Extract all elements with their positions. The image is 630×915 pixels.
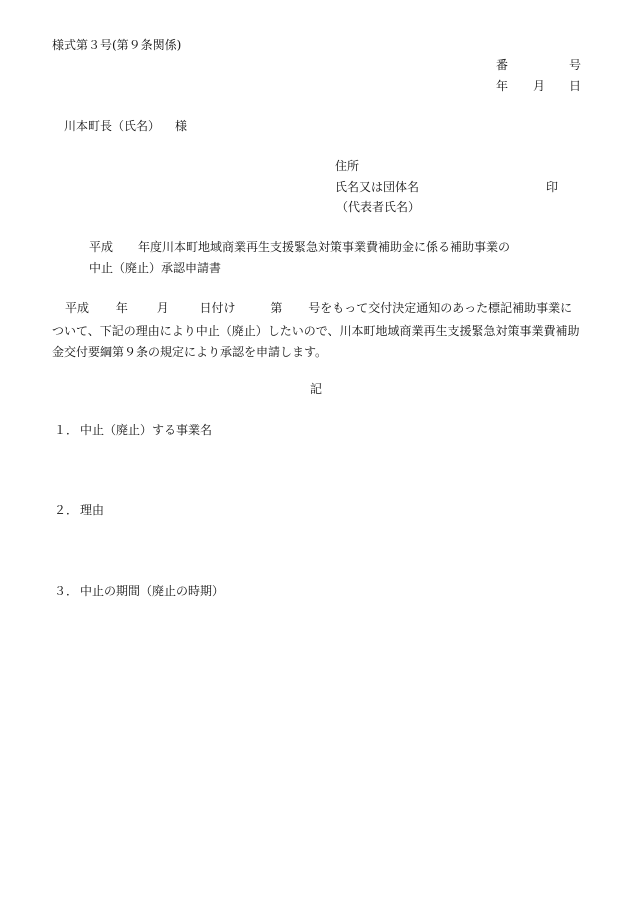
body-first-line (65, 300, 572, 316)
doc-date-month: 月 (533, 79, 546, 93)
doc-number-go: 号 (569, 58, 582, 72)
form-number: 様式第３号(第９条関係) (52, 38, 182, 52)
item-1-number: １． (54, 423, 79, 437)
item-3 (54, 583, 224, 599)
item-3-label: 中止の期間（廃止の時期） (80, 584, 225, 598)
body-month: 月 (156, 301, 169, 315)
item-1-label: 中止（廃止）する事業名 (80, 423, 213, 437)
title-line2: 中止（廃止）承認申請書 (89, 261, 222, 275)
body-rest-line1: 号をもって交付決定通知のあった標記補助事業に (308, 301, 573, 315)
body-dated: 日付け (199, 301, 236, 315)
applicant-name-label: 氏名又は団体名 (335, 180, 420, 194)
item-1 (54, 422, 212, 438)
body-era: 平成 (65, 301, 90, 315)
body-year: 年 (115, 301, 128, 315)
applicant-representative-label: （代表者氏名） (336, 200, 421, 214)
ki-label: 記 (310, 382, 323, 396)
body-continuation: ついて、下記の理由により中止（廃止）したいので、川本町地域商業再生支援緊急対策事業費補助金交付要綱第９条の規定により承認を申請します。 (52, 324, 580, 359)
body-dai: 第 (270, 301, 283, 315)
applicant-seal: 印 (546, 180, 559, 194)
addressee-name: 川本町長（氏名） (64, 119, 161, 133)
item-2-label: 理由 (80, 503, 105, 517)
doc-date-year: 年 (496, 79, 509, 93)
addressee-honorific: 様 (175, 119, 188, 133)
doc-date-day: 日 (569, 79, 582, 93)
title-era: 平成 (89, 240, 114, 254)
doc-number-ban: 番 (496, 58, 509, 72)
item-2-number: ２． (54, 503, 79, 517)
item-2 (54, 502, 104, 518)
item-3-number: ３． (54, 584, 79, 598)
applicant-address-label: 住所 (335, 159, 360, 173)
title-line1: 年度川本町地域商業再生支援緊急対策事業費補助金に係る補助事業の (138, 240, 511, 254)
